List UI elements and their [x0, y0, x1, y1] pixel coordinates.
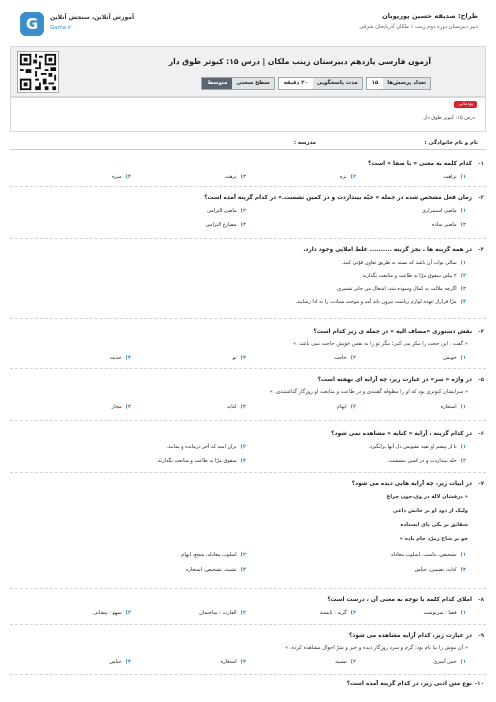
option-2[interactable]: ۲)بران امید که آخر درمانده و بمانند. — [166, 444, 246, 450]
option-1[interactable]: ۱)خویش — [443, 355, 466, 361]
option-1[interactable]: ۱)تا از پیشم او تقیه تشویش دل آنها برانگیزد. — [368, 444, 466, 450]
divider — [10, 238, 486, 239]
option-2[interactable]: ۲)ماضی التزامی — [207, 208, 246, 214]
option-2[interactable]: ۲)نزه — [339, 174, 356, 180]
question-number: ۶- — [478, 431, 484, 437]
divider — [10, 472, 486, 473]
question-header — [10, 194, 486, 205]
question-number: ۳- — [478, 247, 484, 253]
question-text: املای کدام کلمه با توجه به معنی آن ، درست است؟ — [327, 597, 472, 603]
question-item — [10, 480, 486, 584]
teacher-info: دبیر دبیرستان دوره دوم زینب ۱ ملکان آذربایجان شرقی — [359, 24, 478, 30]
exam-meta — [201, 77, 431, 90]
divider — [10, 318, 486, 319]
question-text: در همه گزینه ها ، بجز گزینه .......... غلط املایی وجود دارد. — [303, 247, 472, 253]
question-item — [10, 596, 486, 620]
question-header — [10, 430, 486, 441]
option-4[interactable]: ۴)سهو : پیشانی — [93, 610, 131, 616]
site-slogan: آموزش آنلاین، سنجش آنلاین — [50, 14, 135, 21]
option-4[interactable]: ۴)سقوق مرّا به طاعت و متابعت بگذارند. — [156, 458, 246, 464]
option-4[interactable]: ۴)منزه — [112, 174, 131, 180]
site-url[interactable]: Gama.ir — [50, 25, 72, 31]
option-3[interactable]: ۳)تو — [232, 355, 246, 361]
question-text: در ابیات زیر، چه آرایه هایی دیده می شود؟ — [351, 481, 472, 487]
question-text: نوع متن ادبی زیر، در کدام گزینه آمده است؟ — [346, 681, 472, 687]
lesson-title: درس ۱۵: کبوتر طوق دار — [423, 115, 475, 121]
divider — [10, 674, 486, 675]
question-item — [10, 680, 486, 694]
poem-line: « درفشان لاله در وی،چون چراغ — [386, 494, 468, 500]
option-2[interactable]: ۲)اسلوب معادله، سجع، ایهام — [181, 552, 246, 558]
option-4[interactable]: ۴)مجاز — [111, 404, 131, 410]
poem-line: ولیک از دود او بر جانش داغی — [392, 508, 468, 514]
question-quote: « آن موش را ببا نام بود؛ گرم و سرد روزگار دیده و خیر و شرّ احوال مشاهده کرده. » — [285, 645, 468, 651]
gama-logo-icon: G — [20, 12, 44, 36]
option-3[interactable]: ۳)نزهت — [224, 174, 246, 180]
lesson-notice — [10, 96, 486, 132]
difficulty — [201, 77, 274, 90]
question-number: ۹- — [478, 633, 484, 639]
option-3[interactable]: ۳)کنایه، تضمین، جناس — [414, 567, 466, 573]
option-3[interactable]: ۳)الفارت : ساختمان — [199, 610, 246, 616]
option-4[interactable]: ۴)تشبیه، تشخیص، استعاره — [185, 567, 246, 573]
question-item — [10, 160, 486, 182]
question-header — [10, 480, 486, 491]
question-text: در کدام گزینه ، آرایه « کنایه » مشاهده نمی شود؟ — [331, 431, 472, 437]
question-quote: « گفت : این حجت را مکر می کنی؛ مگر تو را به نفس خویش حاجت نمی باشد .» — [292, 341, 468, 347]
question-item — [10, 246, 486, 312]
designer-name: طراح: صدیقه حسین پوریوبان — [382, 12, 478, 20]
question-item — [10, 328, 486, 364]
divider — [10, 186, 486, 187]
question-item — [10, 430, 486, 468]
meta-value: متوسط — [202, 78, 232, 89]
question-header — [10, 376, 486, 387]
option-2[interactable]: ۲)ایهام — [336, 404, 356, 410]
question-number: ۸- — [478, 597, 484, 603]
option-1[interactable]: ۱)استعاره — [440, 404, 466, 410]
notice-badge: پودمانی — [454, 101, 477, 108]
option-1[interactable]: ۱)سالی ثواب آن باشد که بسته به طریق تعاون قوّتی کنید. — [341, 260, 466, 266]
divider — [10, 368, 486, 369]
question-number: ۷- — [478, 481, 484, 487]
answer-time — [278, 77, 363, 90]
question-header — [10, 160, 486, 171]
divider — [10, 624, 486, 625]
question-number: ۱- — [478, 161, 484, 167]
option-2[interactable]: ۲)حاجت — [334, 355, 356, 361]
poem-line: چو بر شاخ زمرّد جام باده » — [399, 536, 468, 542]
question-number: ۵- — [478, 377, 484, 383]
question-item — [10, 194, 486, 234]
option-1[interactable]: ۱)حس آمیزی — [433, 659, 466, 665]
poem-line: شقایق بر یکی پای ایستاده — [400, 522, 468, 528]
option-3[interactable]: ۳)استعاره — [220, 659, 246, 665]
meta-key: مدت پاسخگویی — [313, 78, 362, 89]
question-number: ۲- — [478, 195, 484, 201]
divider — [10, 588, 486, 589]
title-panel — [10, 46, 486, 98]
question-header — [10, 328, 486, 339]
option-2[interactable]: ۲)گریه : نابسند — [319, 610, 356, 616]
option-3[interactable]: ۳)کنایه — [227, 404, 246, 410]
question-text: زمان فعل مشخص شده در جمله « حبّه بیندازدت و در کمین نشست.» در کدام گزینه آمده است؟ — [204, 195, 472, 201]
question-text: نقش دستوری «مضاف الیه » در جمله ی زیر کدام است؟ — [313, 329, 472, 335]
question-quote: « سرایشان کبوتری بود که او را مطوقه گفتندی و در طاعت و متابعت او روزگار گذاشتندی. » — [269, 389, 468, 395]
option-1[interactable]: ۱)ماضی استمراری — [421, 208, 466, 214]
question-item — [10, 632, 486, 670]
question-header — [10, 596, 486, 607]
option-1[interactable]: ۱)تشخیص، تناسب ،اسلوب معادله — [390, 552, 466, 558]
meta-key: سطح سختی — [232, 78, 273, 89]
option-4[interactable]: ۴)جناس — [109, 659, 131, 665]
meta-key: تعداد پرسش‌ها — [383, 78, 430, 89]
qr-code-icon[interactable] — [17, 51, 59, 93]
meta-value: ۲۰ دقیقه — [283, 80, 308, 86]
option-2[interactable]: ۲)تشبیه — [335, 659, 356, 665]
question-header — [10, 680, 486, 691]
question-header — [10, 632, 486, 643]
meta-value: ۱۵ — [371, 80, 379, 86]
option-3[interactable]: ۳)حبّه بیندازدت و در کمین بنشست. — [387, 458, 466, 464]
question-number: ۱۰- — [474, 681, 484, 687]
site-logo[interactable] — [14, 10, 164, 44]
option-3[interactable]: ۳)ماضی ساده — [431, 222, 466, 228]
option-4[interactable]: ۴)حدیث — [109, 355, 131, 361]
option-1[interactable]: ۱)نزاهت — [443, 174, 466, 180]
option-2[interactable]: ۲)۲ بیلتن سقوق مرّا به طاعت و متابعت بگذارند. — [360, 273, 466, 279]
option-1[interactable]: ۱)فضا : سرنوشت — [423, 610, 466, 616]
school-label: مدرسه : — [293, 140, 316, 146]
question-text: در واژه « سر» در عبارت زیر، چه آرایه ای نهفته است؟ — [317, 377, 472, 383]
name-label: نام و نام خانوادگی : — [424, 140, 478, 146]
question-text: در عبارت زیر، کدام آرایه مشاهده می شود؟ — [349, 633, 472, 639]
option-4[interactable]: ۴)مضارع التزامی — [205, 222, 246, 228]
top-strip — [10, 6, 486, 46]
divider — [10, 420, 486, 421]
question-text: کدام کلمه به معنی « با صفا » است؟ — [367, 161, 472, 167]
question-header — [10, 246, 486, 257]
student-info-row — [10, 136, 486, 150]
option-4[interactable]: ۴)مرّا فراراز عهده لوازم ریاست بیرون باید آمد و موجب سیادت را به ادا رسانید. — [295, 299, 466, 305]
exam-title: آزمون فارسی یازدهم دبیرستان زینب ملکان | درس ۱۵: کبوتر طوق دار — [168, 57, 431, 66]
question-count — [366, 77, 431, 90]
question-number: ۴- — [478, 329, 484, 335]
exam-header — [10, 6, 486, 110]
option-3[interactable]: ۳)اگرچه ملالت به کمال وسوده شد، اشغال من جابر تشمری — [337, 286, 466, 292]
question-item — [10, 376, 486, 416]
